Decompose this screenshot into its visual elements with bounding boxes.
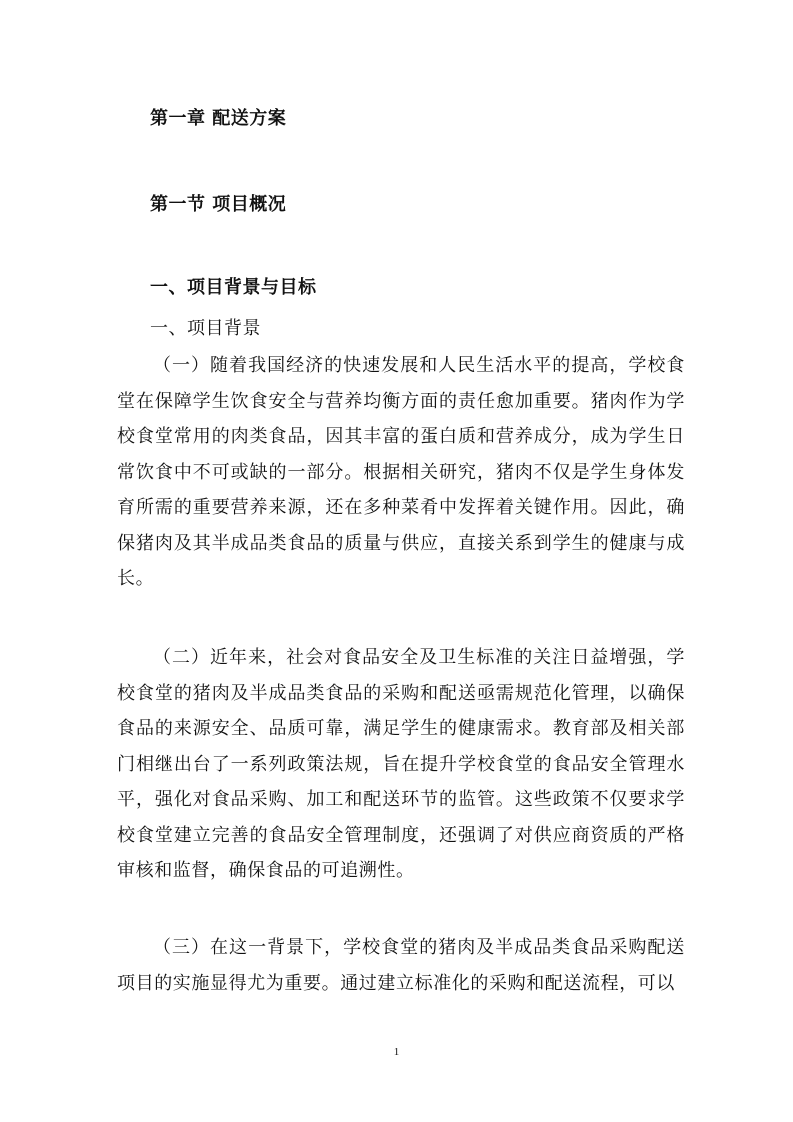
subheading: 一、项目背景 [150,318,261,339]
heading: 一、项目背景与目标 [150,277,317,298]
paragraph-2: （二）近年来，社会对食品安全及卫生标准的关注日益增强，学校食堂的猪肉及半成品类食品的采购和配送亟需规范化管理，以确保食品的来源安全、品质可靠，满足学生的健康需求。教育部及相关部门相继出台了一系列政策法规，旨在提升学校食堂的食品安全管理水平，强化对食品采购、加工和配送环节的监管。这些政策不仅要求学校食堂建立完善的食品安全管理制度，还强调了对供应商资质的严格审核和监督，确保食品的可追溯性。 [117,647,685,881]
paragraph-3: （三）在这一背景下，学校食堂的猪肉及半成品类食品采购配送项目的实施显得尤为重要。通过建立标准化的采购和配送流程，可以 [117,937,685,994]
page-number: 1 [393,1046,400,1058]
chapter-title: 第一章 配送方案 [150,108,287,129]
paragraph-1: （一）随着我国经济的快速发展和人民生活水平的提高，学校食堂在保障学生饮食安全与营养均衡方面的责任愈加重要。猪肉作为学校食堂常用的肉类食品，因其丰富的蛋白质和营养成分，成为学生日常饮食中不可或缺的一部分。根据相关研究，猪肉不仅是学生身体发育所需的重要营养来源，还在多种菜肴中发挥着关键作用。因此，确保猪肉及其半成品类食品的质量与供应，直接关系到学生的健康与成长。 [117,355,685,589]
section-title: 第一节 项目概况 [150,194,287,215]
